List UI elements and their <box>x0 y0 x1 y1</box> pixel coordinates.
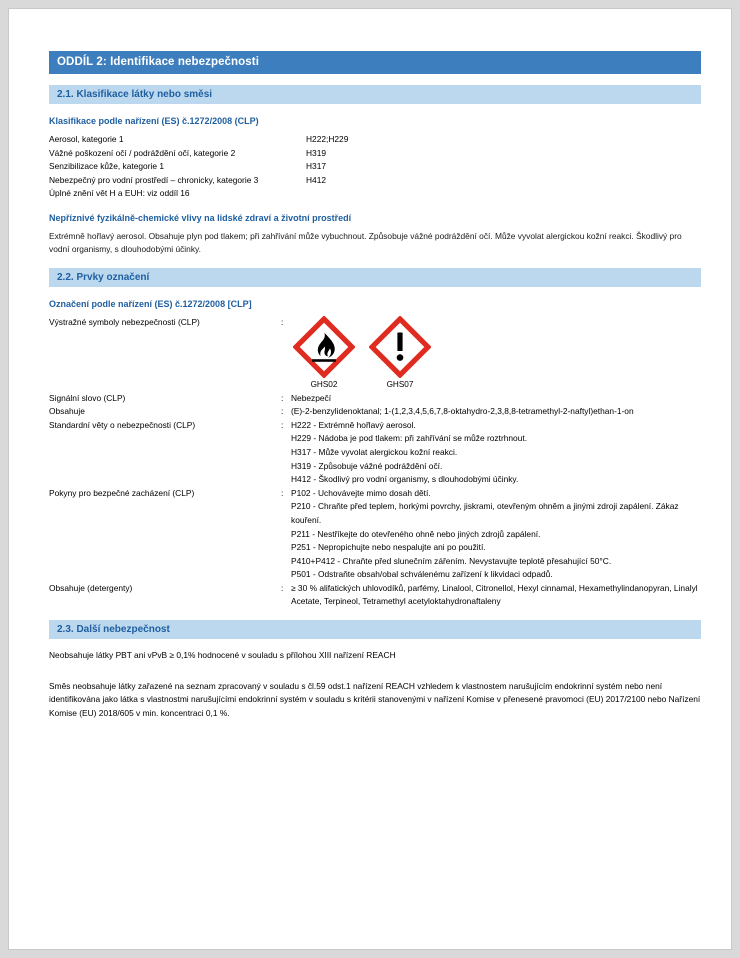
other-hazards-paragraph-1: Neobsahuje látky PBT ani vPvB ≥ 0,1% hodnocené v souladu s přílohou XIII nařízení REACH <box>49 650 396 661</box>
adverse-effects-heading: Nepříznivé fyzikálně-chemické vlivy na lidské zdraví a životní prostředí <box>49 212 352 223</box>
contains-label: Obsahuje <box>49 406 85 417</box>
precautionary-statements-label: Pokyny pro bezpečné zacházení (CLP) <box>49 487 195 498</box>
row-colon: : <box>281 406 284 417</box>
row-colon: : <box>281 487 284 498</box>
row-colon: : <box>281 316 284 327</box>
precautionary-statement: P410+P412 - Chraňte před slunečním zářením. Nevystavujte teplotě přesahující 50°C. <box>291 555 612 566</box>
classification-code: H412 <box>306 174 327 185</box>
pictogram-code: GHS02 <box>310 379 338 389</box>
precautionary-statement: P210 - Chraňte před teplem, horkými povrchy, jiskrami, otevřeným ohněm a jinými zdroji zapálení. Zákaz kouření. <box>291 501 679 525</box>
hazard-statements-row <box>49 419 701 487</box>
contains-row <box>49 405 701 419</box>
precautionary-statement: P211 - Nestříkejte do otevřeného ohně nebo jiných zdrojů zapálení. <box>291 528 541 539</box>
signal-word-value: Nebezpečí <box>291 392 332 403</box>
classification-code: H319 <box>306 147 327 158</box>
classification-row <box>49 160 701 174</box>
subsection-bar-2-1: 2.1. Klasifikace látky nebo směsi <box>49 85 701 104</box>
classification-note: Úplné znění vět H a EUH: viz oddíl 16 <box>49 188 190 199</box>
exclamation-mark-icon <box>369 316 431 378</box>
row-colon: : <box>281 419 284 430</box>
precautionary-statement: P501 - Odstraňte obsah/obal schválenému zařízení k likvidaci odpadů. <box>291 569 553 580</box>
classification-row <box>49 147 701 161</box>
hazard-statement: H319 - Způsobuje vážné podráždění očí. <box>291 460 443 471</box>
pictograms-label: Výstražné symboly nebezpečnosti (CLP) <box>49 316 200 327</box>
classification-row <box>49 174 701 188</box>
pictogram-code: GHS07 <box>386 379 414 389</box>
pictogram-ghs07 <box>369 316 431 392</box>
subsection-bar-2-3: 2.3. Další nebezpečnost <box>49 620 701 639</box>
classification-category: Aerosol, kategorie 1 <box>49 134 124 144</box>
document-page <box>8 8 732 950</box>
pictogram-ghs02 <box>293 316 355 392</box>
section-title-bar: ODDÍL 2: Identifikace nebezpečnosti <box>49 51 701 74</box>
hazard-statements-value <box>291 419 701 487</box>
precautionary-statement: P102 - Uchovávejte mimo dosah dětí. <box>291 487 431 498</box>
classification-heading: Klasifikace podle nařízení (ES) č.1272/2008 (CLP) <box>49 116 259 126</box>
signal-word-label: Signální slovo (CLP) <box>49 392 126 403</box>
hazard-statements-label: Standardní věty o nebezpečnosti (CLP) <box>49 419 196 430</box>
contains-value: (E)-2-benzylidenoktanal; 1-(1,2,3,4,5,6,7,8-oktahydro-2,3,8,8-tetramethyl-2-naftyl)ethan-1-on <box>291 406 634 417</box>
signal-word-row <box>49 392 701 406</box>
hazard-statement: H412 - Škodlivý pro vodní organismy, s dlouhodobými účinky. <box>291 474 519 485</box>
classification-category: Senzibilizace kůže, kategorie 1 <box>49 161 164 172</box>
labelling-heading: Označení podle nařízení (ES) č.1272/2008 [CLP] <box>49 298 252 309</box>
pictogram-group <box>293 316 431 392</box>
hazard-statement: H317 - Může vyvolat alergickou kožní reakci. <box>291 446 458 457</box>
sds-section-2 <box>49 51 701 720</box>
hazard-statement: H222 - Extrémně hořlavý aerosol. <box>291 419 416 430</box>
precautionary-statements-row <box>49 487 701 582</box>
precautionary-statements-value <box>291 487 701 582</box>
labelling-table <box>49 316 701 609</box>
classification-category: Vážné poškození očí / podráždění očí, kategorie 2 <box>49 147 236 158</box>
pictograms-row <box>49 316 701 392</box>
subsection-bar-2-2: 2.2. Prvky označení <box>49 268 701 287</box>
classification-code: H222;H229 <box>306 134 349 144</box>
adverse-effects-text: Extrémně hořlavý aerosol. Obsahuje plyn pod tlakem; při zahřívání může vybuchnout. Způsobuje vážné podráždění očí. Může vyvolat alergickou kožní reakci. Škodlivý pro vodní organismy, s dlouhodobými účinky. <box>49 230 682 255</box>
row-colon: : <box>281 392 284 403</box>
precautionary-statement: P251 - Nepropichujte nebo nespalujte ani po použití. <box>291 542 486 553</box>
classification-list <box>49 133 701 201</box>
other-hazards-paragraph-2: Směs neobsahuje látky zařazené na seznam zpracovaný v souladu s čl.59 odst.1 nařízení REACH vzhledem k vlastnostem narušujícím endokrinní systém nebo není identifikována jako látka s vlastnostmi narušujícími endokrinní systém v souladu s kritérii stanovenými v nařízení Komise v přenesené pravomoci (EU) 2017/2100 nebo Nařízení Komise (EU) 2018/605 v min. koncentraci 0,1 %. <box>49 680 701 718</box>
hazard-statement: H229 - Nádoba je pod tlakem: při zahřívání se může roztrhnout. <box>291 433 528 444</box>
detergents-row <box>49 582 701 609</box>
detergents-value: ≥ 30 % alifatických uhlovodíků, parfémy, Linalool, Citronellol, Hexyl cinnamal, Hexamethylindanopyran, Linalyl Acetate, Terpineol, Tetramethyl acetyloktahydronaftaleny <box>291 582 698 607</box>
row-colon: : <box>281 582 284 593</box>
classification-code: H317 <box>306 161 327 172</box>
flame-over-circle-icon <box>293 316 355 378</box>
classification-category: Nebezpečný pro vodní prostředí – chronicky, kategorie 3 <box>49 174 259 185</box>
detergents-label: Obsahuje (detergenty) <box>49 582 133 593</box>
classification-row <box>49 133 701 147</box>
